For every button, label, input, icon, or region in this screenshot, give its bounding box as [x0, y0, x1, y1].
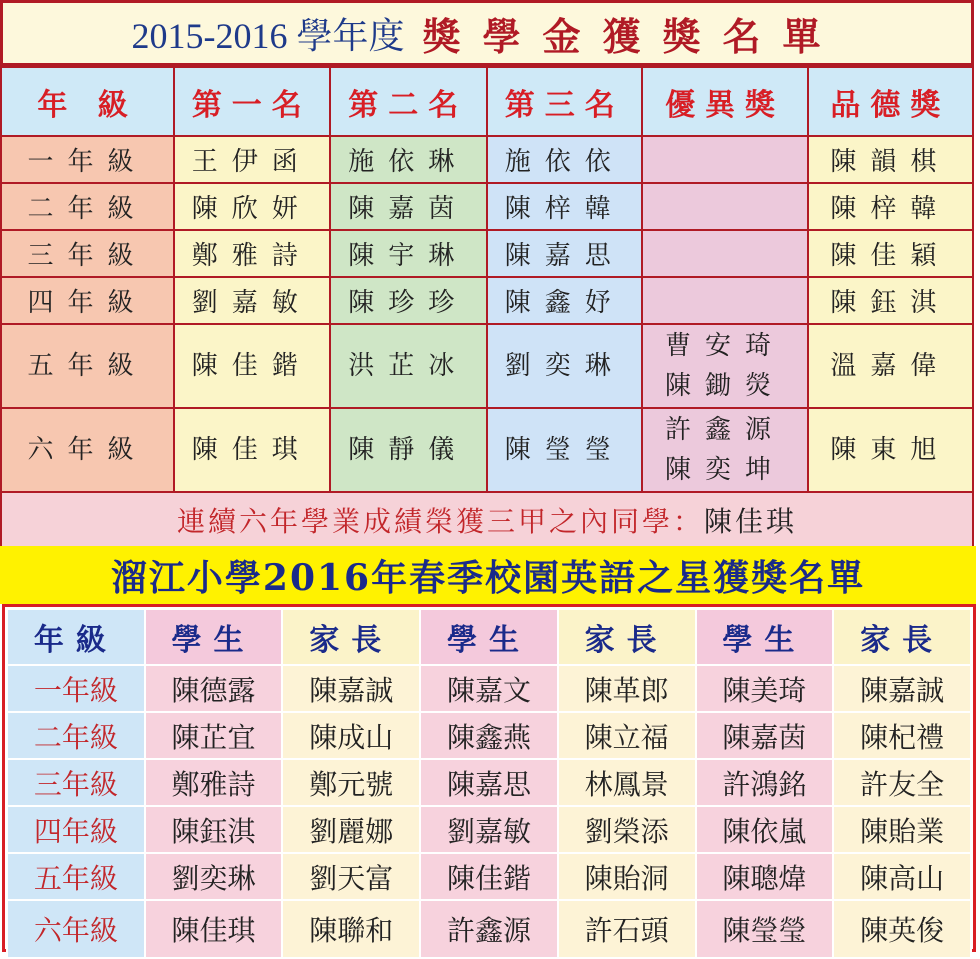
- header-grade: 年級: [7, 609, 145, 665]
- student-cell: 陳鑫燕: [420, 712, 558, 759]
- merit-cell: [642, 183, 807, 230]
- header-row: [7, 609, 971, 665]
- scholarship-table: [0, 66, 974, 549]
- grade-cell: 三年級: [1, 230, 174, 277]
- student-cell: 陳嘉思: [420, 759, 558, 806]
- parent-cell: 林鳳景: [558, 759, 696, 806]
- streak-note: [1, 492, 973, 548]
- student-cell: 陳佳鍇: [420, 853, 558, 900]
- header-grade: 年 級: [1, 67, 174, 136]
- school-year: 2015-2016 學年度: [131, 15, 405, 56]
- english-star-table: [6, 608, 972, 959]
- header-student: 學生: [696, 609, 834, 665]
- merit-cell: [642, 230, 807, 277]
- streak-row: [1, 492, 973, 548]
- parent-cell: 鄭元號: [282, 759, 420, 806]
- grade-cell: 一年級: [1, 136, 174, 183]
- grade-cell: 四年級: [7, 806, 145, 853]
- parent-cell: 劉榮添: [558, 806, 696, 853]
- student-cell: 陳依嵐: [696, 806, 834, 853]
- header-first: 第一名: [174, 67, 329, 136]
- header-student: 學生: [420, 609, 558, 665]
- parent-cell: 陳高山: [833, 853, 971, 900]
- third-place-cell: 陳瑩瑩: [487, 408, 642, 492]
- table-row: [7, 759, 971, 806]
- parent-cell: 陳英俊: [833, 900, 971, 958]
- grade-cell: 一年級: [7, 665, 145, 712]
- parent-cell: 陳聯和: [282, 900, 420, 958]
- moral-cell: 陳佳穎: [808, 230, 973, 277]
- award-list-title: [0, 0, 974, 66]
- header-parent: 家長: [833, 609, 971, 665]
- merit-name: 陳鋤熒: [665, 371, 786, 401]
- second-place-cell: 陳珍珍: [330, 277, 487, 324]
- merit-cell: [642, 136, 807, 183]
- grade-cell: 三年級: [7, 759, 145, 806]
- student-cell: 陳美琦: [696, 665, 834, 712]
- parent-cell: 陳立福: [558, 712, 696, 759]
- moral-cell: 陳韻棋: [808, 136, 973, 183]
- student-cell: 許鴻銘: [696, 759, 834, 806]
- student-cell: 劉奕琳: [145, 853, 283, 900]
- parent-cell: 陳貽業: [833, 806, 971, 853]
- grade-cell: 六年級: [7, 900, 145, 958]
- header-row: [1, 67, 973, 136]
- grade-cell: 二年級: [7, 712, 145, 759]
- student-cell: 陳嘉茵: [696, 712, 834, 759]
- merit-cell: [642, 277, 807, 324]
- streak-student-name: 陳佳琪: [704, 505, 798, 538]
- parent-cell: 許友全: [833, 759, 971, 806]
- first-place-cell: 陳欣妍: [174, 183, 329, 230]
- table-row: [7, 712, 971, 759]
- first-place-cell: 陳佳鍇: [174, 324, 329, 408]
- parent-cell: 陳革郎: [558, 665, 696, 712]
- table-row: [1, 408, 973, 492]
- merit-cell: [642, 324, 807, 408]
- second-place-cell: 洪芷冰: [330, 324, 487, 408]
- table-row: [1, 324, 973, 408]
- header-third: 第三名: [487, 67, 642, 136]
- table-row: [7, 853, 971, 900]
- table-row: [1, 277, 973, 324]
- grade-cell: 六年級: [1, 408, 174, 492]
- merit-cell: [642, 408, 807, 492]
- student-cell: 陳佳琪: [145, 900, 283, 958]
- second-place-cell: 陳宇琳: [330, 230, 487, 277]
- grade-cell: 二年級: [1, 183, 174, 230]
- streak-label: 連續六年學業成績榮獲三甲之內同學：: [176, 505, 704, 538]
- first-place-cell: 劉嘉敏: [174, 277, 329, 324]
- table-row: [1, 230, 973, 277]
- third-place-cell: 施依依: [487, 136, 642, 183]
- student-cell: 許鑫源: [420, 900, 558, 958]
- grade-cell: 五年級: [7, 853, 145, 900]
- second-place-cell: 陳嘉茵: [330, 183, 487, 230]
- parent-cell: 陳杞禮: [833, 712, 971, 759]
- student-cell: 陳鈺淇: [145, 806, 283, 853]
- first-place-cell: 王伊函: [174, 136, 329, 183]
- parent-cell: 陳貽洞: [558, 853, 696, 900]
- merit-name: 許鑫源: [665, 415, 786, 445]
- student-cell: 陳芷宜: [145, 712, 283, 759]
- student-cell: 劉嘉敏: [420, 806, 558, 853]
- third-place-cell: 陳梓韓: [487, 183, 642, 230]
- table-row: [1, 183, 973, 230]
- header-moral: 品德獎: [808, 67, 973, 136]
- header-merit: 優異獎: [642, 67, 807, 136]
- moral-cell: 陳梓韓: [808, 183, 973, 230]
- student-cell: 陳德露: [145, 665, 283, 712]
- third-place-cell: 陳鑫妤: [487, 277, 642, 324]
- table-row: [7, 806, 971, 853]
- second-place-cell: 陳靜儀: [330, 408, 487, 492]
- header-parent: 家長: [558, 609, 696, 665]
- header-second: 第二名: [330, 67, 487, 136]
- parent-cell: 陳嘉誠: [282, 665, 420, 712]
- student-cell: 陳聰煒: [696, 853, 834, 900]
- english-star-title: 溜江小學2016年春季校園英語之星獲獎名單: [0, 546, 976, 604]
- grade-cell: 四年級: [1, 277, 174, 324]
- table-row: [1, 136, 973, 183]
- third-place-cell: 陳嘉思: [487, 230, 642, 277]
- parent-cell: 劉麗娜: [282, 806, 420, 853]
- student-cell: 陳嘉文: [420, 665, 558, 712]
- parent-cell: 陳成山: [282, 712, 420, 759]
- student-cell: 鄭雅詩: [145, 759, 283, 806]
- moral-cell: 陳東旭: [808, 408, 973, 492]
- english-star-body: [7, 665, 971, 958]
- parent-cell: 陳嘉誠: [833, 665, 971, 712]
- second-place-cell: 施依琳: [330, 136, 487, 183]
- parent-cell: 劉天富: [282, 853, 420, 900]
- parent-cell: 許石頭: [558, 900, 696, 958]
- student-cell: 陳瑩瑩: [696, 900, 834, 958]
- grade-cell: 五年級: [1, 324, 174, 408]
- merit-name: 曹安琦: [665, 331, 786, 361]
- moral-cell: 溫嘉偉: [808, 324, 973, 408]
- third-place-cell: 劉奕琳: [487, 324, 642, 408]
- first-place-cell: 陳佳琪: [174, 408, 329, 492]
- table-row: [7, 900, 971, 958]
- first-place-cell: 鄭雅詩: [174, 230, 329, 277]
- header-student: 學生: [145, 609, 283, 665]
- table-row: [7, 665, 971, 712]
- header-parent: 家長: [282, 609, 420, 665]
- moral-cell: 陳鈺淇: [808, 277, 973, 324]
- merit-name: 陳奕坤: [665, 455, 786, 485]
- award-title: 獎學金獲獎名單: [422, 13, 843, 59]
